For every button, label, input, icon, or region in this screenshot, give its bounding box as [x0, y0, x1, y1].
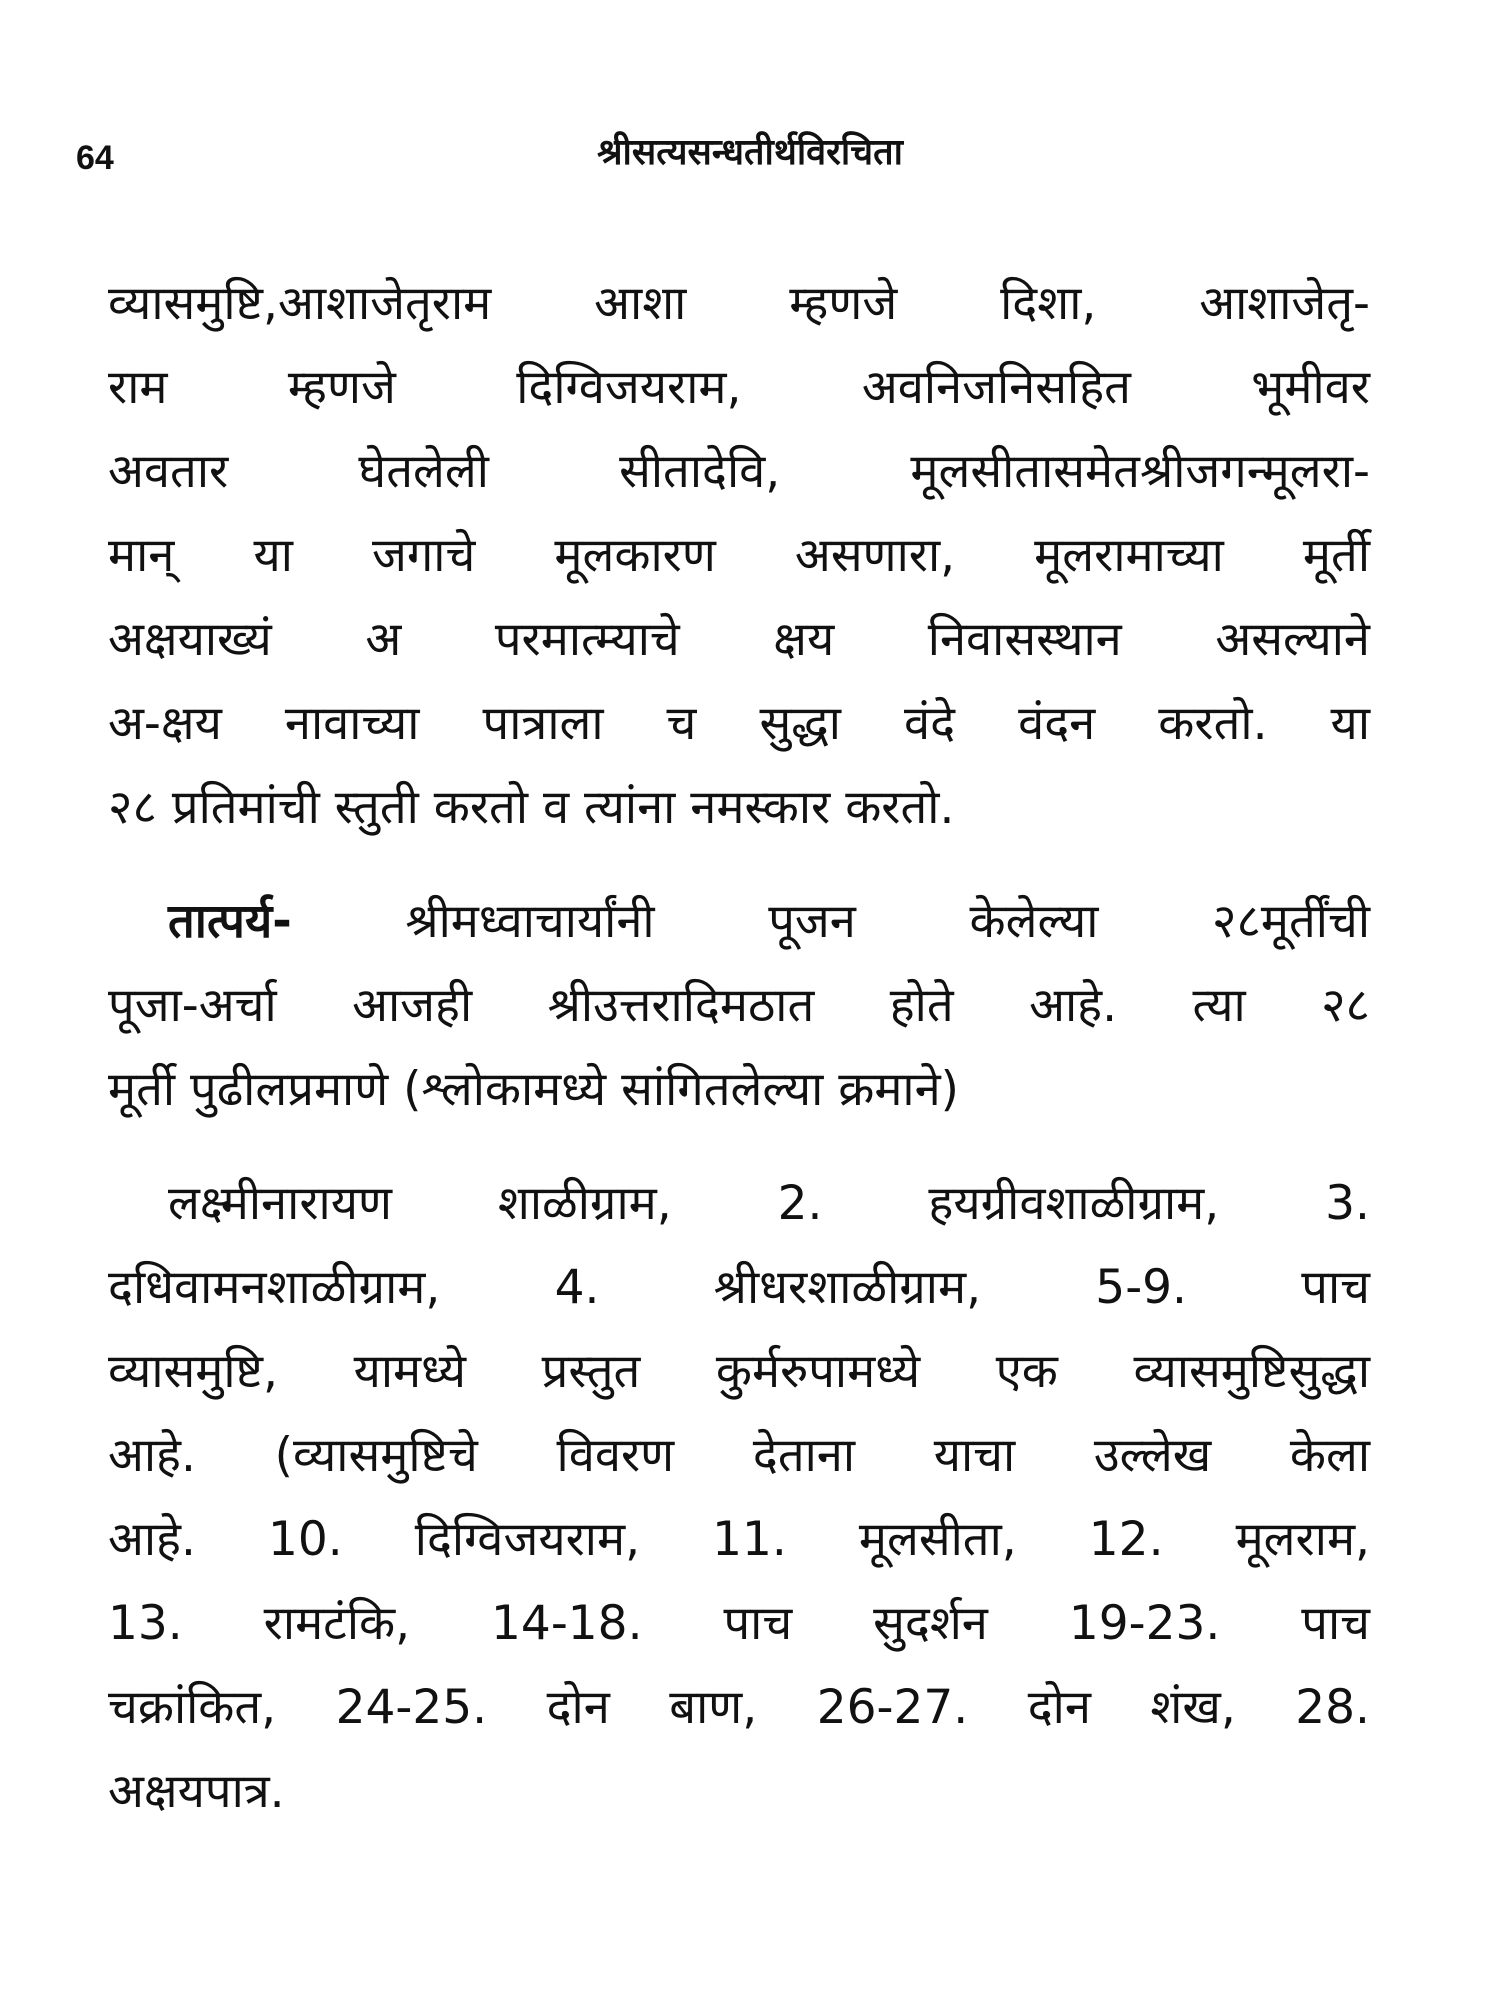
text-line: अवतार घेतलेली सीतादेवि, मूलसीतासमेतश्रीजगन्मूलरा-	[108, 444, 1370, 499]
text-line: व्यासमुष्टि, यामध्ये प्रस्तुत कुर्मरुपामध्ये एक व्यासमुष्टिसुद्धा	[108, 1344, 1370, 1399]
text-line: राम म्हणजे दिग्विजयराम, अवनिजनिसहित भूमीवर	[108, 360, 1370, 415]
text-line: अ-क्षय नावाच्या पात्राला च सुद्धा वंदे वंदन करतो. या	[108, 696, 1370, 751]
body-text	[108, 262, 1370, 1834]
paragraph-2	[108, 880, 1370, 1132]
page-number: 64	[76, 139, 114, 177]
paragraph-1	[108, 262, 1370, 850]
text-span: श्रीमध्वाचार्यांनी पूजन केलेल्या २८मूर्तींची	[405, 894, 1370, 949]
text-line: दधिवामनशाळीग्राम, 4. श्रीधरशाळीग्राम, 5-9. पाच	[108, 1260, 1370, 1315]
text-line: मूर्ती पुढीलप्रमाणे (श्लोकामध्ये सांगितलेल्या क्रमाने)	[108, 1062, 960, 1117]
text-line: २८ प्रतिमांची स्तुती करतो व त्यांना नमस्कार करतो.	[108, 780, 955, 835]
text-line: आहे. (व्यासमुष्टिचे विवरण देताना याचा उल्लेख केला	[108, 1428, 1370, 1483]
text-line: व्यासमुष्टि,आशाजेतृराम आशा म्हणजे दिशा, आशाजेतृ-	[108, 276, 1370, 331]
running-title: श्रीसत्यसन्धतीर्थविरचिता	[597, 132, 903, 173]
text-line: आहे. 10. दिग्विजयराम, 11. मूलसीता, 12. मूलराम,	[108, 1512, 1370, 1567]
text-line: अक्षयपात्र.	[108, 1764, 285, 1819]
text-line: अक्षयाख्यं अ परमात्म्याचे क्षय निवासस्थान असल्याने	[108, 612, 1370, 667]
text-line: लक्ष्मीनारायण शाळीग्राम, 2. हयग्रीवशाळीग्राम, 3.	[168, 1176, 1370, 1231]
paragraph-3	[108, 1162, 1370, 1834]
text-line: पूजा-अर्चा आजही श्रीउत्तरादिमठात होते आहे. त्या २८	[108, 978, 1370, 1033]
paragraph-label: तात्पर्य-	[168, 894, 292, 949]
text-line: 13. रामटंकि, 14-18. पाच सुदर्शन 19-23. पाच	[108, 1596, 1370, 1651]
text-line	[108, 880, 1370, 964]
text-line: चक्रांकित, 24-25. दोन बाण, 26-27. दोन शंख, 28.	[108, 1680, 1370, 1735]
text-line: मान् या जगाचे मूलकारण असणारा, मूलरामाच्या मूर्ती	[108, 528, 1370, 583]
